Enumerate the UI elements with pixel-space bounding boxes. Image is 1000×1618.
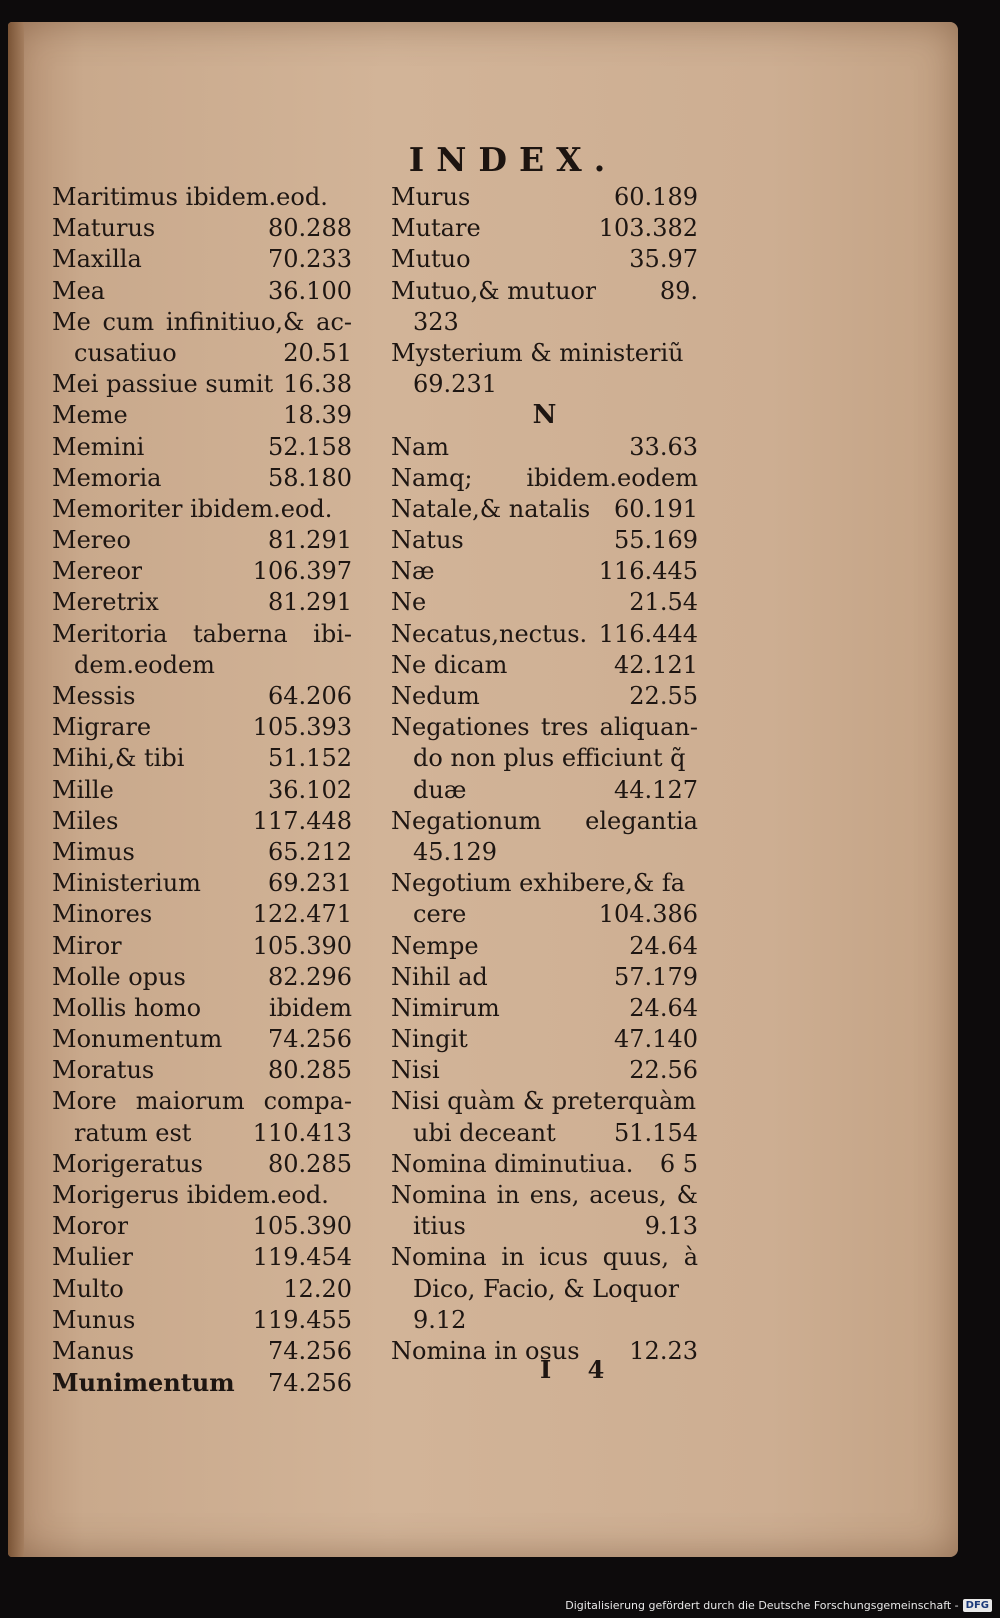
entry-term: Manus xyxy=(52,1336,135,1365)
index-entry xyxy=(391,1211,698,1242)
entry-term: Morigeratus xyxy=(52,1149,203,1178)
index-entry xyxy=(391,1242,698,1273)
entry-term: Meretrix xyxy=(52,588,159,617)
entry-page: 117.448 xyxy=(252,806,352,835)
index-entry xyxy=(52,650,352,681)
entry-term: Necatus,nectus. xyxy=(391,619,588,648)
index-entry xyxy=(391,993,698,1024)
entry-page: 51.152 xyxy=(268,744,352,773)
entry-page: 122.471 xyxy=(252,900,352,929)
index-column-left xyxy=(52,182,352,1398)
entry-term: Meritoria taberna ibi- xyxy=(52,619,352,648)
entry-term: Mulier xyxy=(52,1243,134,1272)
entry-page: 22.55 xyxy=(629,682,698,710)
digitization-footer xyxy=(565,1599,992,1612)
index-entry xyxy=(52,244,352,275)
entry-term: Molle opus xyxy=(52,962,186,991)
entry-page: 119.454 xyxy=(252,1243,352,1272)
entry-term: Nedum xyxy=(391,682,480,710)
entry-page: 52.158 xyxy=(268,432,352,461)
entry-term: 323 xyxy=(413,307,459,336)
entry-term: Nisi xyxy=(391,1056,440,1085)
entry-page: 24.64 xyxy=(629,931,698,960)
entry-term: N xyxy=(532,400,557,431)
index-entry xyxy=(391,775,698,806)
entry-page: 81.291 xyxy=(268,526,352,555)
entry-term: Messis xyxy=(52,682,136,710)
entry-page: 18.39 xyxy=(283,401,352,430)
entry-term: 9.12 xyxy=(413,1305,467,1334)
index-entry xyxy=(52,837,352,868)
index-entry xyxy=(391,1118,698,1149)
entry-term: cusatiuo xyxy=(74,338,177,367)
entry-term: Meme xyxy=(52,401,128,430)
entry-term: Mutare xyxy=(391,214,481,243)
index-entry xyxy=(52,463,352,494)
index-entry xyxy=(52,1180,352,1211)
index-entry xyxy=(52,338,352,369)
index-entry xyxy=(52,899,352,930)
index-entry xyxy=(391,681,698,712)
index-entry xyxy=(52,775,352,806)
index-entry xyxy=(52,587,352,618)
entry-term: More maiorum compa- xyxy=(52,1087,352,1116)
entry-page: 80.288 xyxy=(268,214,352,243)
entry-term: Nihil ad xyxy=(391,962,488,991)
entry-page: 119.455 xyxy=(252,1305,352,1334)
index-entry xyxy=(391,868,698,899)
entry-page: 116.445 xyxy=(598,557,698,586)
entry-term: Negationes tres aliquan- xyxy=(391,713,698,742)
index-entry xyxy=(52,1367,352,1398)
dfg-logo: DFG xyxy=(963,1599,992,1612)
entry-term: Næ xyxy=(391,557,435,586)
entry-term: Mille xyxy=(52,775,114,804)
index-column-right xyxy=(391,182,698,1367)
entry-page: 69.231 xyxy=(268,869,352,898)
entry-term: Nomina in ens, aceus, & xyxy=(391,1181,698,1209)
entry-term: Mimus xyxy=(52,837,135,866)
index-entry xyxy=(391,369,698,400)
entry-term: Ne dicam xyxy=(391,650,508,679)
index-entry xyxy=(391,525,698,556)
entry-term: Memini xyxy=(52,432,145,461)
entry-page: 58.180 xyxy=(268,463,352,492)
entry-term: Negotium exhibere,& fa xyxy=(391,869,686,898)
entry-page: 12.20 xyxy=(283,1274,352,1303)
index-entry xyxy=(52,931,352,962)
index-entry xyxy=(391,962,698,993)
entry-term: Mereo xyxy=(52,526,131,555)
entry-page: 36.102 xyxy=(268,775,352,804)
index-entry xyxy=(391,213,698,244)
entry-term: Nempe xyxy=(391,931,479,960)
index-entry xyxy=(52,1055,352,1086)
index-entry xyxy=(391,556,698,587)
index-entry xyxy=(52,494,352,525)
entry-page: 57.179 xyxy=(614,962,698,991)
index-entry xyxy=(391,338,698,369)
entry-page: 89. xyxy=(659,276,698,305)
entry-page: 44.127 xyxy=(614,775,698,804)
entry-page: 16.38 xyxy=(283,370,352,399)
index-entry xyxy=(391,494,698,525)
entry-term: Mea xyxy=(52,276,106,305)
entry-term: Miles xyxy=(52,806,119,835)
entry-page: 42.121 xyxy=(614,650,698,679)
entry-term: Natus xyxy=(391,526,464,555)
entry-page: 51.154 xyxy=(614,1118,698,1147)
entry-page: 60.189 xyxy=(614,183,698,211)
index-entry xyxy=(52,182,352,213)
entry-term: Dico, Facio, & Loquor xyxy=(413,1274,680,1303)
entry-term: Me cum infinitiuo,& ac- xyxy=(52,307,352,336)
entry-term: Migrare xyxy=(52,713,152,742)
index-entry xyxy=(52,868,352,899)
index-entry xyxy=(391,276,698,307)
index-entry xyxy=(52,1149,352,1180)
entry-term: Nomina diminutiua. xyxy=(391,1149,634,1178)
entry-term: Nimirum xyxy=(391,993,500,1022)
entry-page: 105.393 xyxy=(252,713,352,742)
entry-term: Munus xyxy=(52,1305,136,1334)
index-entry xyxy=(52,1336,352,1367)
index-entry xyxy=(391,1055,698,1086)
entry-page: 70.233 xyxy=(268,245,352,274)
index-entry xyxy=(391,182,698,213)
signature-mark: I 4 xyxy=(540,1355,619,1384)
entry-page: 60.191 xyxy=(614,494,698,523)
entry-term: dem.eodem xyxy=(74,650,215,679)
entry-page: 103.382 xyxy=(598,214,698,243)
entry-page: 33.63 xyxy=(629,432,698,461)
entry-page: 55.169 xyxy=(614,526,698,555)
entry-page: 74.256 xyxy=(268,1369,352,1398)
entry-term: Nomina in icus quus, à xyxy=(391,1243,698,1272)
entry-term: Mollis homo xyxy=(52,993,202,1022)
index-entry xyxy=(52,1211,352,1242)
entry-term: Ministerium xyxy=(52,869,201,898)
entry-page: 104.386 xyxy=(598,900,698,929)
index-entry xyxy=(391,806,698,837)
entry-term: 69.231 xyxy=(413,370,497,399)
index-entry xyxy=(52,619,352,650)
entry-term: Munimentum xyxy=(52,1368,235,1398)
index-entry xyxy=(391,1274,698,1305)
entry-term: 45.129 xyxy=(413,837,497,866)
entry-page: ibidem xyxy=(268,993,352,1022)
entry-term: do non plus efficiunt q̃ xyxy=(413,744,686,773)
index-entry xyxy=(391,1149,698,1180)
index-entry xyxy=(391,400,698,431)
entry-term: Ne xyxy=(391,588,427,617)
entry-page: 21.54 xyxy=(629,588,698,617)
entry-term: Mutuo,& mutuor xyxy=(391,276,597,305)
index-entry xyxy=(52,369,352,400)
entry-page: 12.23 xyxy=(629,1336,698,1365)
index-entry xyxy=(391,1024,698,1055)
entry-term: itius xyxy=(413,1212,466,1241)
index-entry xyxy=(391,899,698,930)
entry-term: Nam xyxy=(391,432,450,461)
entry-term: ubi deceant xyxy=(413,1118,556,1147)
entry-page: 80.285 xyxy=(268,1056,352,1085)
entry-term: Mysterium & ministeriũ xyxy=(391,338,684,367)
entry-term: Mutuo xyxy=(391,245,471,274)
index-entry xyxy=(391,931,698,962)
page-gutter xyxy=(8,22,24,1557)
index-entry xyxy=(52,1024,352,1055)
entry-term: Moror xyxy=(52,1212,129,1241)
entry-term: Multo xyxy=(52,1274,124,1303)
entry-term: Mereor xyxy=(52,557,143,586)
entry-page: 24.64 xyxy=(629,993,698,1022)
entry-term: Maritimus ibidem.eod. xyxy=(52,183,328,211)
index-entry xyxy=(52,1274,352,1305)
index-entry xyxy=(52,525,352,556)
entry-term: Nisi quàm & preterquàm xyxy=(391,1087,697,1116)
index-entry xyxy=(52,432,352,463)
entry-page: 74.256 xyxy=(268,1336,352,1365)
index-entry xyxy=(52,712,352,743)
index-entry xyxy=(391,1086,698,1117)
index-entry xyxy=(52,400,352,431)
index-entry xyxy=(52,806,352,837)
entry-page: 6 5 xyxy=(659,1149,698,1178)
index-entry xyxy=(391,244,698,275)
entry-page: 105.390 xyxy=(252,931,352,960)
entry-term: Mihi,& tibi xyxy=(52,744,185,773)
entry-page: 110.413 xyxy=(252,1118,352,1147)
index-entry xyxy=(391,650,698,681)
entry-term: Mei passiue sumit xyxy=(52,370,274,399)
index-entry xyxy=(52,1118,352,1149)
index-entry xyxy=(52,1086,352,1117)
entry-page: 9.13 xyxy=(644,1212,698,1241)
entry-term: Nomina in osus xyxy=(391,1336,580,1365)
entry-term: duæ xyxy=(413,775,467,804)
entry-page: 22.56 xyxy=(629,1056,698,1085)
entry-page: 64.206 xyxy=(268,682,352,710)
entry-page: 106.397 xyxy=(252,557,352,586)
index-entry xyxy=(391,463,698,494)
entry-term: Natale,& natalis xyxy=(391,494,591,523)
index-entry xyxy=(52,962,352,993)
entry-term: Maxilla xyxy=(52,245,142,274)
index-entry xyxy=(391,837,698,868)
entry-term: Moratus xyxy=(52,1056,155,1085)
entry-term: ratum est xyxy=(74,1118,192,1147)
index-entry xyxy=(391,1305,698,1336)
index-entry xyxy=(52,213,352,244)
index-entry xyxy=(52,743,352,774)
entry-page: 74.256 xyxy=(268,1025,352,1054)
entry-term: Memoriter ibidem.eod. xyxy=(52,494,333,523)
entry-term: Negationum elegantia xyxy=(391,806,698,835)
entry-term: Namq; ibidem.eodem xyxy=(391,463,698,492)
entry-page: 47.140 xyxy=(614,1025,698,1054)
entry-page: 35.97 xyxy=(629,245,698,274)
footer-text: Digitalisierung gefördert durch die Deutsche Forschungsgemeinschaft - xyxy=(565,1599,959,1612)
entry-term: cere xyxy=(413,900,467,929)
entry-term: Miror xyxy=(52,931,122,960)
index-entry xyxy=(52,307,352,338)
entry-page: 65.212 xyxy=(268,837,352,866)
entry-page: 81.291 xyxy=(268,588,352,617)
entry-page: 105.390 xyxy=(252,1212,352,1241)
index-entry xyxy=(391,307,698,338)
book-page xyxy=(8,22,958,1557)
index-entry xyxy=(391,712,698,743)
entry-page: 116.444 xyxy=(598,619,698,648)
entry-term: Morigerus ibidem.eod. xyxy=(52,1181,329,1209)
index-entry xyxy=(52,1305,352,1336)
index-entry xyxy=(52,681,352,712)
index-entry xyxy=(391,432,698,463)
index-entry xyxy=(52,1242,352,1273)
entry-page: 80.285 xyxy=(268,1149,352,1178)
index-entry xyxy=(52,993,352,1024)
entry-term: Ningit xyxy=(391,1025,468,1054)
entry-page: 82.296 xyxy=(268,962,352,991)
entry-term: Maturus xyxy=(52,214,156,243)
index-entry xyxy=(391,743,698,774)
page-header: INDEX. xyxy=(408,140,618,179)
entry-term: Minores xyxy=(52,900,153,929)
entry-term: Monumentum xyxy=(52,1025,223,1054)
entry-page: 20.51 xyxy=(283,338,352,367)
index-entry xyxy=(52,556,352,587)
entry-term: Murus xyxy=(391,183,471,211)
index-entry xyxy=(391,619,698,650)
index-entry xyxy=(391,1180,698,1211)
index-entry xyxy=(52,276,352,307)
entry-page: 36.100 xyxy=(268,276,352,305)
entry-term: Memoria xyxy=(52,463,162,492)
index-entry xyxy=(391,587,698,618)
